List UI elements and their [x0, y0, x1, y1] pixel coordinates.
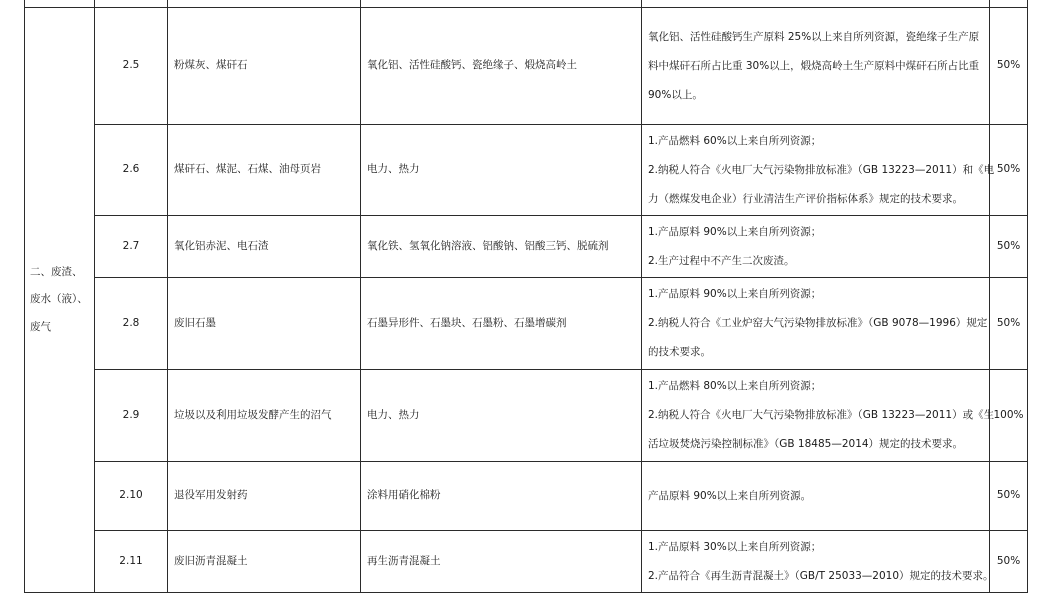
- ratio-cell: 50%: [990, 125, 1028, 216]
- table-row: [25, 125, 1028, 216]
- material-cell: 退役军用发射药: [168, 462, 361, 531]
- condition-line: 2.产品符合《再生沥青混凝土》（GB/T 25033—2010）规定的技术要求。: [648, 569, 994, 582]
- category-cell: [25, 8, 95, 593]
- top-edge-cell: [168, 0, 361, 8]
- table-row: [25, 370, 1028, 462]
- condition-cell: [642, 216, 990, 278]
- policy-table: [24, 0, 1028, 593]
- condition-line: 产品原料 90%以上来自所列资源。: [648, 489, 812, 502]
- condition-line: 氧化铝、活性硅酸钙生产原料 25%以上来自所列资源，瓷绝缘子生产原: [648, 30, 980, 43]
- condition-line: 1.产品燃料 60%以上来自所列资源；: [648, 134, 822, 147]
- condition-line: 1.产品燃料 80%以上来自所列资源；: [648, 380, 822, 392]
- item-number: 2.8: [95, 278, 168, 370]
- table-row-top-edge: [25, 0, 1028, 8]
- condition-line: 2.纳税人符合《工业炉窑大气污染物排放标准》（GB 9078—1996）规定: [648, 317, 988, 329]
- material-cell: 煤矸石、煤泥、石煤、油母页岩: [168, 125, 361, 216]
- ratio-cell: 50%: [990, 278, 1028, 370]
- ratio-cell: 50%: [990, 531, 1028, 593]
- item-number: 2.6: [95, 125, 168, 216]
- top-edge-cell: [25, 0, 95, 8]
- condition-line: 力（燃煤发电企业）行业清洁生产评价指标体系》规定的技术要求。: [648, 192, 963, 205]
- condition-line: 的技术要求。: [648, 346, 711, 358]
- condition-cell: [642, 125, 995, 216]
- item-number: 2.11: [95, 531, 168, 593]
- condition-line: 料中煤矸石所占比重 30%以上，煅烧高岭土生产原料中煤矸石所占比重: [648, 59, 980, 72]
- item-number: 2.10: [95, 462, 168, 531]
- condition-line: 2.纳税人符合《火电厂大气污染物排放标准》（GB 13223—2011）或《生: [648, 409, 995, 421]
- product-cell: 涂料用硝化棉粉: [361, 462, 642, 531]
- material-cell: 废旧沥青混凝土: [168, 531, 361, 593]
- condition-line: 2.纳税人符合《火电厂大气污染物排放标准》（GB 13223—2011）和《电: [648, 163, 995, 176]
- top-edge-cell: [642, 0, 990, 8]
- table-row: [25, 531, 1028, 593]
- category-line: 废水（液）、: [30, 293, 88, 306]
- condition-cell: [642, 531, 994, 593]
- top-edge-cell: [361, 0, 642, 8]
- condition-cell: [642, 370, 995, 462]
- condition-line: 1.产品原料 30%以上来自所列资源；: [648, 540, 822, 553]
- category-line: 二、废渣、: [30, 266, 83, 279]
- top-edge-cell: [990, 0, 1028, 8]
- item-number: 2.5: [95, 8, 168, 125]
- table-row: [25, 216, 1028, 278]
- material-cell: 垃圾以及利用垃圾发酵产生的沼气: [168, 370, 361, 462]
- product-cell: 电力、热力: [361, 125, 642, 216]
- ratio-cell: 50%: [990, 8, 1028, 125]
- product-cell: 电力、热力: [361, 370, 642, 462]
- condition-line: 1.产品原料 90%以上来自所列资源；: [648, 225, 822, 238]
- ratio-cell: 50%: [990, 216, 1028, 278]
- ratio-cell: 50%: [990, 462, 1028, 531]
- product-cell: 石墨异形件、石墨块、石墨粉、石墨增碳剂: [361, 278, 642, 370]
- condition-line: 90%以上。: [648, 88, 703, 101]
- condition-cell: [642, 462, 990, 531]
- item-number: 2.7: [95, 216, 168, 278]
- material-cell: 氧化铝赤泥、电石渣: [168, 216, 361, 278]
- product-cell: 再生沥青混凝土: [361, 531, 642, 593]
- condition-line: 活垃圾焚烧污染控制标准》（GB 18485—2014）规定的技术要求。: [648, 438, 964, 450]
- condition-line: 2.生产过程中不产生二次废渣。: [648, 254, 795, 267]
- table-row: [25, 8, 1028, 125]
- item-number: 2.9: [95, 370, 168, 462]
- condition-cell: [642, 8, 990, 125]
- category-line: 废气: [30, 320, 51, 333]
- material-cell: 粉煤灰、煤矸石: [168, 8, 361, 125]
- table-row: [25, 462, 1028, 531]
- table-row: [25, 278, 1028, 370]
- condition-line: 1.产品原料 90%以上来自所列资源；: [648, 288, 822, 300]
- material-cell: 废旧石墨: [168, 278, 361, 370]
- ratio-cell: 100%: [990, 370, 1028, 462]
- condition-cell: [642, 278, 990, 370]
- top-edge-cell: [95, 0, 168, 8]
- product-cell: 氧化铝、活性硅酸钙、瓷绝缘子、煅烧高岭土: [361, 8, 642, 125]
- product-cell: 氧化铁、氢氧化钠溶液、铝酸钠、铝酸三钙、脱硫剂: [361, 216, 642, 278]
